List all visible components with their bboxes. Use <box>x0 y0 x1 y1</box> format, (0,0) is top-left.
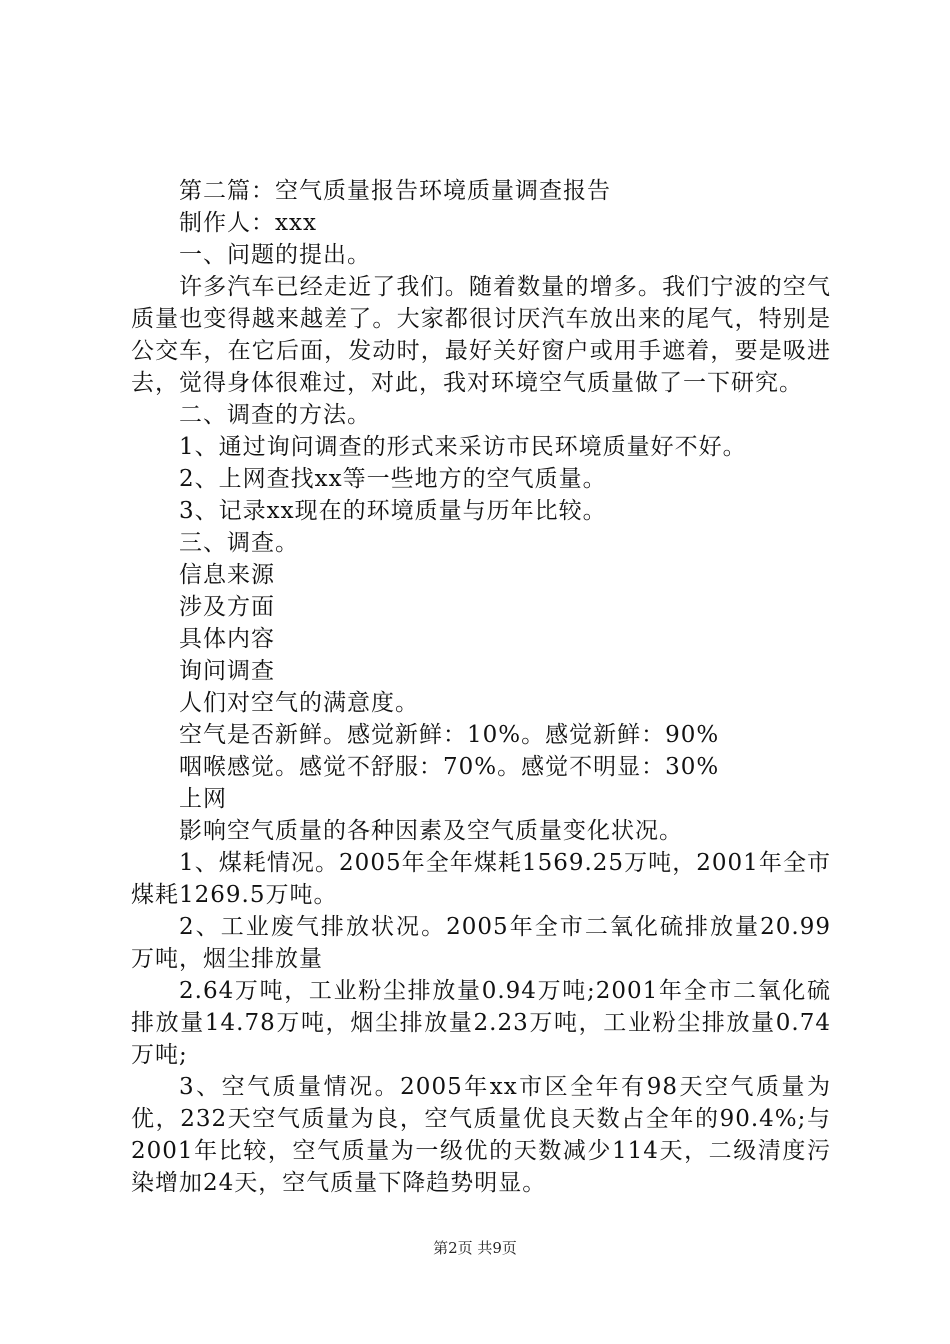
method-item-1: 1、通过询问调查的形式来采访市民环境质量好不好。 <box>179 434 747 460</box>
section-heading-survey: 三、调查。 <box>179 530 299 556</box>
page-footer: 第2页 共9页 <box>433 1239 517 1257</box>
item-coal-consumption: 1、煤耗情况。2005年全年煤耗1569.25万吨，2001年全市煤耗1269.5万吨。 <box>131 850 831 908</box>
method-item-3: 3、记录xx现在的环境质量与历年比较。 <box>179 498 607 524</box>
method-item-2: 2、上网查找xx等一些地方的空气质量。 <box>179 466 607 492</box>
table-header-aspect: 涉及方面 <box>179 594 275 620</box>
content-throat: 咽喉感觉。感觉不舒服：70%。感觉不明显：30% <box>179 754 720 780</box>
source-inquiry: 询问调查 <box>179 658 275 684</box>
item-air-quality: 3、空气质量情况。2005年xx市区全年有98天空气质量为优，232天空气质量为良，空气质量优良天数占全年的90.4%;与2001年比较，空气质量为一级优的天数减少114天，二级清度污染增加24天，空气质量下降趋势明显。 <box>131 1074 831 1196</box>
item-emissions-continued: 2.64万吨，工业粉尘排放量0.94万吨;2001年全市二氧化硫排放量14.78万吨，烟尘排放量2.23万吨，工业粉尘排放量0.74万吨; <box>131 978 831 1068</box>
document-title: 第二篇：空气质量报告环境质量调查报告 <box>179 178 611 204</box>
section-heading-method: 二、调查的方法。 <box>179 402 371 428</box>
author-line: 制作人：xxx <box>179 210 317 236</box>
aspect-satisfaction: 人们对空气的满意度。 <box>179 690 419 716</box>
table-header-content: 具体内容 <box>179 626 275 652</box>
section-heading-problem: 一、问题的提出。 <box>179 242 371 268</box>
aspect-factors: 影响空气质量的各种因素及空气质量变化状况。 <box>179 818 683 844</box>
paragraph-intro: 许多汽车已经走近了我们。随着数量的增多。我们宁波的空气质量也变得越来越差了。大家都很讨厌汽车放出来的尾气，特别是公交车，在它后面，发动时，最好关好窗户或用手遮着，要是吸进去，觉得身体很难过，对此，我对环境空气质量做了一下研究。 <box>131 274 831 396</box>
source-internet: 上网 <box>179 786 227 812</box>
content-freshness: 空气是否新鲜。感觉新鲜：10%。感觉新鲜：90% <box>179 722 720 748</box>
document-body <box>131 175 831 1199</box>
table-header-source: 信息来源 <box>179 562 275 588</box>
item-industrial-emissions: 2、工业废气排放状况。2005年全市二氧化硫排放量20.99万吨，烟尘排放量 <box>131 914 831 972</box>
